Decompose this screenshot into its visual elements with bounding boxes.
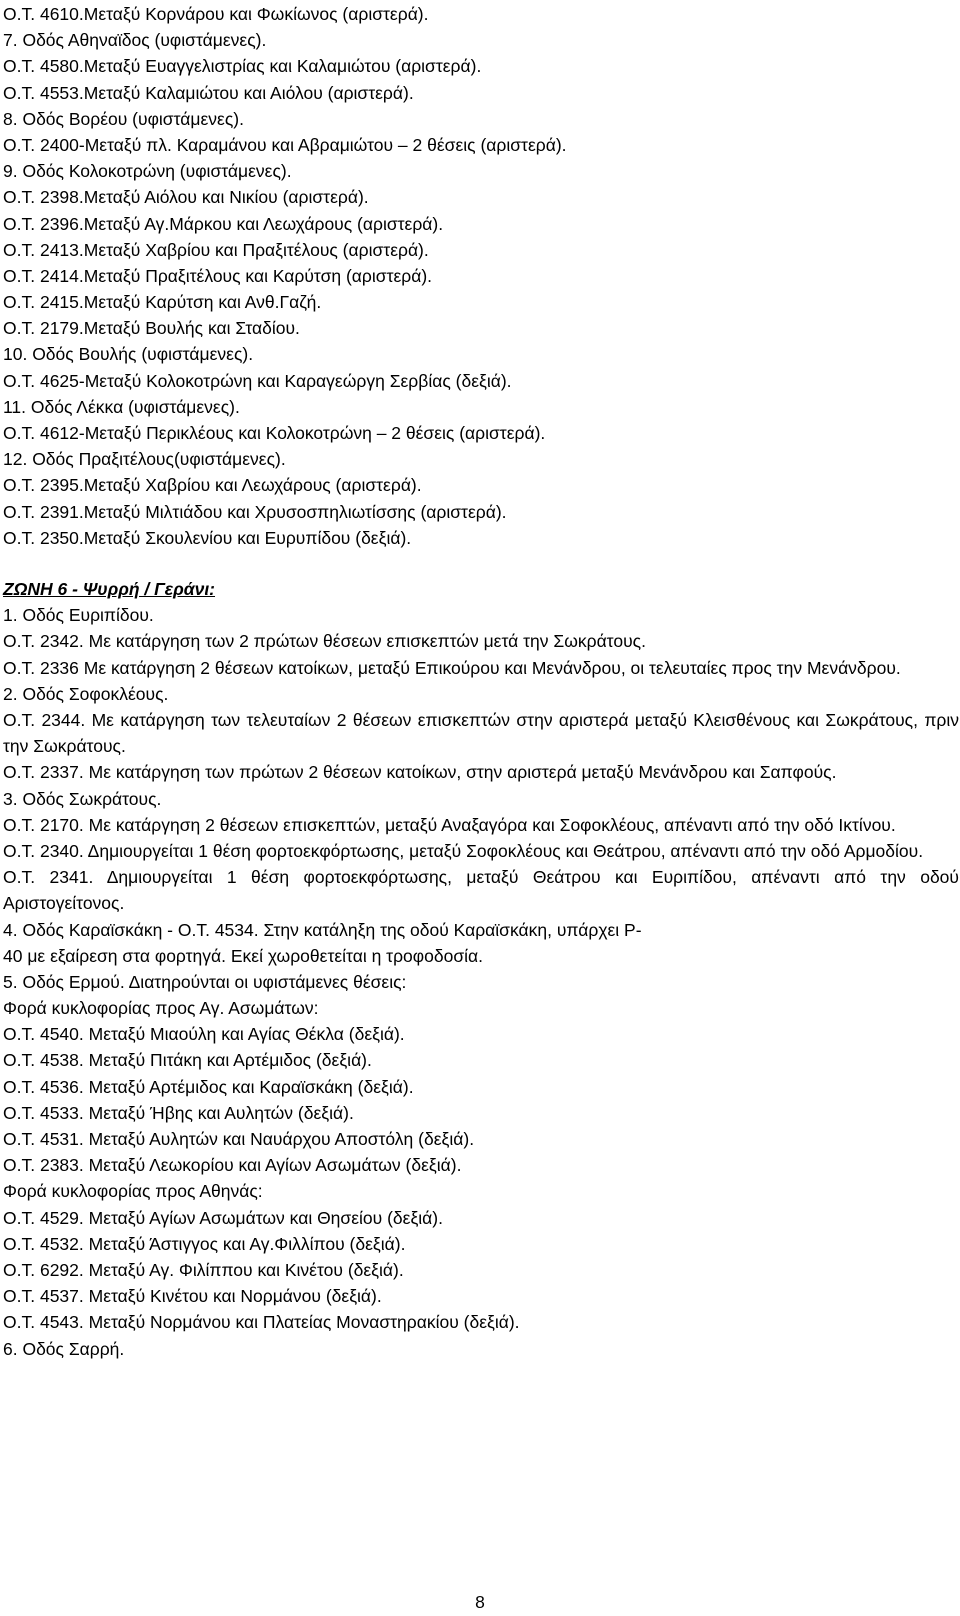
text-line: Ο.Τ. 4532. Μεταξύ Άστιγγος και Αγ.Φιλλίπου (δεξιά). <box>3 1233 406 1254</box>
text-line: Ο.Τ. 2350.Μεταξύ Σκουλενίου και Ευρυπίδου (δεξιά). <box>3 527 412 548</box>
text-line: 2. Οδός Σοφοκλέους. <box>3 683 169 704</box>
text-paragraph: Ο.Τ. 2340. Δημιουργείται 1 θέση φορτοεκφόρτωσης, μεταξύ Σοφοκλέους και Θεάτρου, απέναντι από την οδό Αρμοδίου. <box>3 840 924 861</box>
text-paragraph: Ο.Τ. 2170. Με κατάργηση 2 θέσεων επισκεπτών, μεταξύ Αναξαγόρα και Σοφοκλέους, απέναντι από την οδό Ικτίνου. <box>3 814 896 835</box>
text-line: Ο.Τ. 2414.Μεταξύ Πραξιτέλους και Καρύτση (αριστερά). <box>3 265 433 286</box>
text-line: Ο.Τ. 2415.Μεταξύ Καρύτση και Ανθ.Γαζή. <box>3 292 322 313</box>
text-line: Ο.Τ. 4543. Μεταξύ Νορμάνου και Πλατείας Μοναστηρακίου (δεξιά). <box>3 1312 520 1333</box>
text-line: Φορά κυκλοφορίας προς Αγ. Ασωμάτων: <box>3 998 319 1019</box>
text-line: Ο.Τ. 4531. Μεταξύ Αυλητών και Ναυάρχου Αποστόλη (δεξιά). <box>3 1129 475 1149</box>
text-paragraph: Ο.Τ. 2344. Με κατάργηση των τελευταίων 2 θέσεων επισκεπτών στην αριστερά μεταξύ Κλεισθένους και Σωκράτους, πριν την Σωκράτους. <box>3 709 959 757</box>
text-line: 40 με εξαίρεση στα φορτηγά. Εκεί χωροθετείται η τροφοδοσία. <box>3 945 483 966</box>
text-line: Ο.Τ. 4610.Μεταξύ Κορνάρου και Φωκίωνος (αριστερά). <box>3 4 429 24</box>
text-line: 7. Οδός Αθηναϊδος (υφιστάμενες). <box>3 30 267 51</box>
text-line: 1. Οδός Ευριπίδου. <box>3 605 154 626</box>
text-line: Ο.Τ. 4612-Μεταξύ Περικλέους και Κολοκοτρώνη – 2 θέσεις (αριστερά). <box>3 423 546 443</box>
text-paragraph: Ο.Τ. 2341. Δημιουργείται 1 θέση φορτοεκφόρτωσης, μεταξύ Θεάτρου και Ευριπίδου, απέναντι από την οδού Αριστογείτονος. <box>3 867 959 914</box>
text-line: Ο.Τ. 4553.Μεταξύ Καλαμιώτου και Αιόλου (αριστερά). <box>3 82 414 103</box>
text-line: 4. Οδός Καραϊσκάκη - Ο.Τ. 4534. Στην κατάληξη της οδού Καραϊσκάκη, υπάρχει Ρ- <box>3 919 642 940</box>
text-line: Ο.Τ. 2383. Μεταξύ Λεωκορίου και Αγίων Ασωμάτων (δεξιά). <box>3 1155 462 1176</box>
text-line: Ο.Τ. 4537. Μεταξύ Κινέτου και Νορμάνου (δεξιά). <box>3 1286 382 1307</box>
text-paragraph: Ο.Τ. 2337. Με κατάργηση των πρώτων 2 θέσεων κατοίκων, στην αριστερά μεταξύ Μενάνδρου και Σαπφούς. <box>3 762 837 783</box>
page-number: 8 <box>475 1592 485 1612</box>
text-line: Ο.Τ. 2400-Μεταξύ πλ. Καραμάνου και Αβραμιώτου – 2 θέσεις (αριστερά). <box>3 134 567 155</box>
text-line: 10. Οδός Βουλής (υφιστάμενες). <box>3 344 254 365</box>
section-spacer <box>3 551 959 576</box>
text-line: Ο.Τ. 4533. Μεταξύ Ήβης και Αυλητών (δεξιά). <box>3 1102 354 1123</box>
text-line: Ο.Τ. 2398.Μεταξύ Αιόλου και Νικίου (αριστερά). <box>3 187 369 208</box>
text-line: Ο.Τ. 4529. Μεταξύ Αγίων Ασωμάτων και Θησείου (δεξιά). <box>3 1207 443 1228</box>
text-line: Ο.Τ. 2413.Μεταξύ Χαβρίου και Πραξιτέλους (αριστερά). <box>3 239 429 260</box>
text-line: 12. Οδός Πραξιτέλους(υφιστάμενες). <box>3 449 286 470</box>
text-line: Ο.Τ. 2342. Με κατάργηση των 2 πρώτων θέσεων επισκεπτών μετά την Σωκράτους. <box>3 631 646 652</box>
zone-heading: ΖΩΝΗ 6 - Ψυρρή / Γεράνι: <box>3 578 216 599</box>
text-line: Ο.Τ. 2395.Μεταξύ Χαβρίου και Λεωχάρους (αριστερά). <box>3 475 422 496</box>
text-line: Ο.Τ. 4625-Μεταξύ Κολοκοτρώνη και Καραγεώργη Σερβίας (δεξιά). <box>3 370 512 391</box>
text-line: Ο.Τ. 2391.Μεταξύ Μιλτιάδου και Χρυσοσπηλιωτίσσης (αριστερά). <box>3 501 507 522</box>
text-line: 8. Οδός Βορέου (υφιστάμενες). <box>3 108 244 129</box>
text-line: 5. Οδός Ερμού. Διατηρούνται οι υφιστάμενες θέσεις: <box>3 971 407 992</box>
text-line: Φορά κυκλοφορίας προς Αθηνάς: <box>3 1181 263 1202</box>
text-line: Ο.Τ. 4540. Μεταξύ Μιαούλη και Αγίας Θέκλα (δεξιά). <box>3 1024 405 1045</box>
text-line: Ο.Τ. 4538. Μεταξύ Πιτάκη και Αρτέμιδος (δεξιά). <box>3 1050 372 1071</box>
document-body <box>3 1 959 1362</box>
text-line: 6. Οδός Σαρρή. <box>3 1338 125 1359</box>
text-line: 11. Οδός Λέκκα (υφιστάμενες). <box>3 396 240 417</box>
text-line: Ο.Τ. 2396.Μεταξύ Αγ.Μάρκου και Λεωχάρους (αριστερά). <box>3 213 444 234</box>
text-line: Ο.Τ. 4580.Μεταξύ Ευαγγελιστρίας και Καλαμιώτου (αριστερά). <box>3 56 482 77</box>
text-line: Ο.Τ. 4536. Μεταξύ Αρτέμιδος και Καραϊσκάκη (δεξιά). <box>3 1076 414 1097</box>
text-line: Ο.Τ. 2179.Μεταξύ Βουλής και Σταδίου. <box>3 318 300 339</box>
text-line: 3. Οδός Σωκράτους. <box>3 788 162 809</box>
text-paragraph: Ο.Τ. 2336 Με κατάργηση 2 θέσεων κατοίκων, μεταξύ Επικούρου και Μενάνδρου, οι τελευταίες προς την Μενάνδρου. <box>3 657 901 678</box>
text-line: 9. Οδός Κολοκοτρώνη (υφιστάμενες). <box>3 161 292 182</box>
text-line: Ο.Τ. 6292. Μεταξύ Αγ. Φιλίππου και Κινέτου (δεξιά). <box>3 1259 404 1280</box>
